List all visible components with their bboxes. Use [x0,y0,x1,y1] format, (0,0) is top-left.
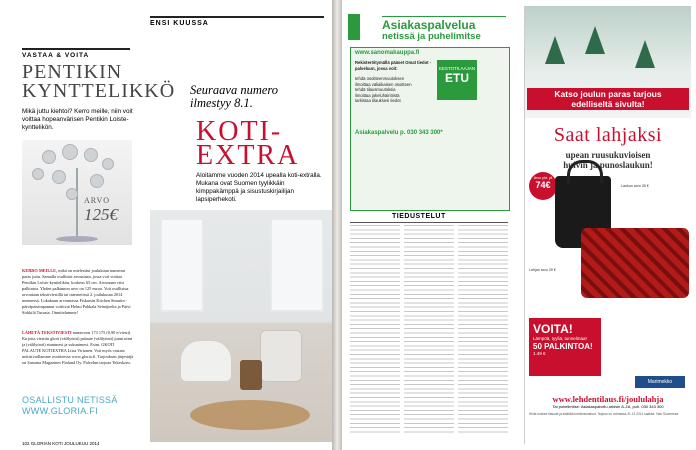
candelabra-disc [90,174,104,188]
voita-line: Lämpöä, tyyliä, tunnelmaa! [533,336,587,341]
rug [190,400,310,430]
candelabra-base [56,236,98,242]
ad-subheadline [525,150,691,170]
ad-sub-line2: huivin ja punoslaukun! [563,160,653,170]
candelabra-stem [76,168,78,238]
page-folio: 102 GLORIAN KOTI JOULUKUU 2014 [22,441,100,446]
inquiries-list-lines [404,225,454,435]
services-item: tarkistaa tilauksesi tiedot [355,98,401,103]
services-item: ilmoittaa väliaikaisen osoitteen [355,81,412,87]
services-title: Asiakaspalvelua [382,18,476,32]
services-item: ilmoittaa jakeluhäiriöistä [355,92,400,98]
inquiries-rule [350,222,508,223]
subscriber-benefit-badge [437,60,477,100]
green-marker [348,14,360,40]
services-subtitle: netissä ja puhelimitse [382,31,481,42]
paragraph-1-text: mikä on mielestäsi joulukuun numeron paras juttu. Samalla osallistut arvontaan, jossa voit voittaa Pentikin Loiste-kynttelikön, korkeus 65 cm. Arvonnan viisi palkintoa. Yhden palkinnon arvo on 125 euroa. Voit osallistua arvontaan tekstiviestillä tai internetissä 2. joulukuuta 2014 mennessä. Lokakuun arvonnassa Fiskarsin Kitchen Smartin -päiväpaistinpannut voittivat Helmi Pakkala Seinäjoelta ja Päivi Sirkkilä Turusta. Onnittelumme! [22,268,131,315]
price-value: 74€ [535,180,551,190]
paragraph-1-label: KERRO MEILLE, [22,268,58,273]
contest-paragraph-1 [22,268,134,316]
tree-icon [585,26,605,54]
next-issue-body: Aloitamme vuoden 2014 upealla koti-extralla. Mukana ovat Suomen tyylikkäin kimppakämppä ja sisustuskirjailijan lapsiperhekoti. [196,172,322,203]
paragraph-2-text: numeroon 173 175 (0,90 e/viesti). Kirjoita viestiin gkoti (välilyönti) palaute (välilyönti) jutun nimi ja (välilyönti) etunimesi ja sukunimesi. Esim. GKOTI PALAUTE KOTIEXTRA Liisa Virtanen. Voit myös vastata nettisivuillamme osoitteessa www.gloria.fi. Tarjouksen järjestäjä on Sanoma Magazines Finland Oy. Palvelun tarjoaa Tekeskom. [22,330,134,365]
candelabra-disc [52,170,66,184]
ad-fine-print: Hinta koskee tilausta ja sisältää toimitusmaksut. Tarjous on voimassa 31.12.2014 saakka. Vain Suomessa. [529,412,679,416]
living-room-photo [150,210,332,442]
right-page [342,0,696,450]
next-issue-headline [190,84,310,110]
prize-value-label: ARVO [84,196,111,205]
paragraph-2-label: LÄHETÄ TEKSTIVIESTI [22,330,72,335]
voita-value: 1.49 € [533,350,546,356]
inquiries-list-lines [350,225,400,435]
candelabra-disc [102,158,114,170]
ad-url[interactable]: www.lehdentilaus.fi/joululahja [552,394,664,404]
badge-big-text: ETU [445,71,469,85]
ad-sub-line1: upean ruusukuvioisen [565,150,651,160]
contest-title-line1: PENTIKIN [22,61,123,83]
inquiries-column-3 [458,225,508,435]
title-line2: EXTRA [196,140,300,171]
ad-headline: Saat lahjaksi [553,124,663,146]
room-window [270,218,324,312]
title-line1: KOTI- [196,116,283,147]
white-chair [180,340,232,382]
ad-banner-line1: Katso joulun paras tarjous [554,89,662,99]
contest-title-line2: KYNTTELIKKÖ [22,80,176,102]
headline-line1: Seuraava numero [190,83,279,97]
ad-banner-line2: edelliseltä sivulta! [571,99,645,109]
cta-url[interactable]: WWW.GLORIA.FI [22,406,98,416]
services-box [350,47,510,211]
price-label: Arvo yht. yli [533,176,553,180]
candelabra-disc [66,188,78,200]
scarf-image [581,228,689,298]
candelabra-disc [42,150,56,164]
services-list [355,76,433,104]
headline-line2: ilmestyy 8.1. [190,96,253,110]
online-entry-cta[interactable] [22,395,138,417]
voita-title: VOITA! [533,322,573,336]
cta-line1: OSALLISTU NETISSÄ [22,395,118,405]
services-item: tehdä tilausmuutoksia [355,87,396,92]
inquiries-list-lines [458,225,508,435]
page-fold [332,0,342,450]
contest-title [22,63,175,101]
left-page [0,0,332,450]
badge-small-text: KESTOTILAAJAN [438,66,476,71]
ad-price-badge [529,172,557,200]
tree-icon [545,36,565,64]
ad-contest-box [529,318,601,376]
subscription-ad [524,6,691,444]
services-phone: Asiakaspalvelu p. 030 343 300* [355,130,443,136]
ad-phone-note: Tai puhelimitse: Asiakaspalvelu arkisin 8–16, puh. 030 343 300 [552,404,664,409]
ensi-rule [150,16,324,18]
inquiries-column-2 [404,225,454,435]
services-rule [382,16,506,17]
inquiries-column-1 [350,225,400,435]
candelabra-disc [62,144,78,160]
next-issue-label: ENSI KUUSSA [150,20,209,27]
prize-value [84,196,118,225]
brand-logo: Marimekko [635,376,685,388]
candelabra-disc [84,148,98,162]
contest-intro: Mikä juttu kiehtoi? Kerro meille, niin voit voittaa hopeanvärisen Pentikin Loiste-kynttelikön. [22,108,133,131]
inquiries-title: TIEDUSTELUT [392,213,446,220]
koti-extra-title [196,116,300,171]
candelabra-disc [32,168,44,180]
section-label: VASTAA & VOITA [22,52,90,59]
prize-value-amount: 125€ [84,205,118,224]
section-rule [22,48,130,50]
side-table [240,360,262,390]
voita-prizes: 50 PALKINTOA! [533,341,593,351]
room-window [160,218,204,312]
scarf-caption: Lahjan arvo 39 € [529,268,556,272]
candelabra-photo [22,140,132,245]
services-item: tehdä osoitteenmuutoksen [355,76,405,81]
tree-icon [635,40,655,68]
ad-banner[interactable] [527,88,689,110]
services-url[interactable]: www.sanomakauppa.fi [355,50,420,56]
bag-caption: Laukun arvo 35 € [621,184,649,188]
services-box-heading: Rekisteröitymällä pääset Omat tiedot -palveluun, jossa voit: [355,60,432,71]
armchair [260,330,302,382]
contest-paragraph-2 [22,330,134,366]
